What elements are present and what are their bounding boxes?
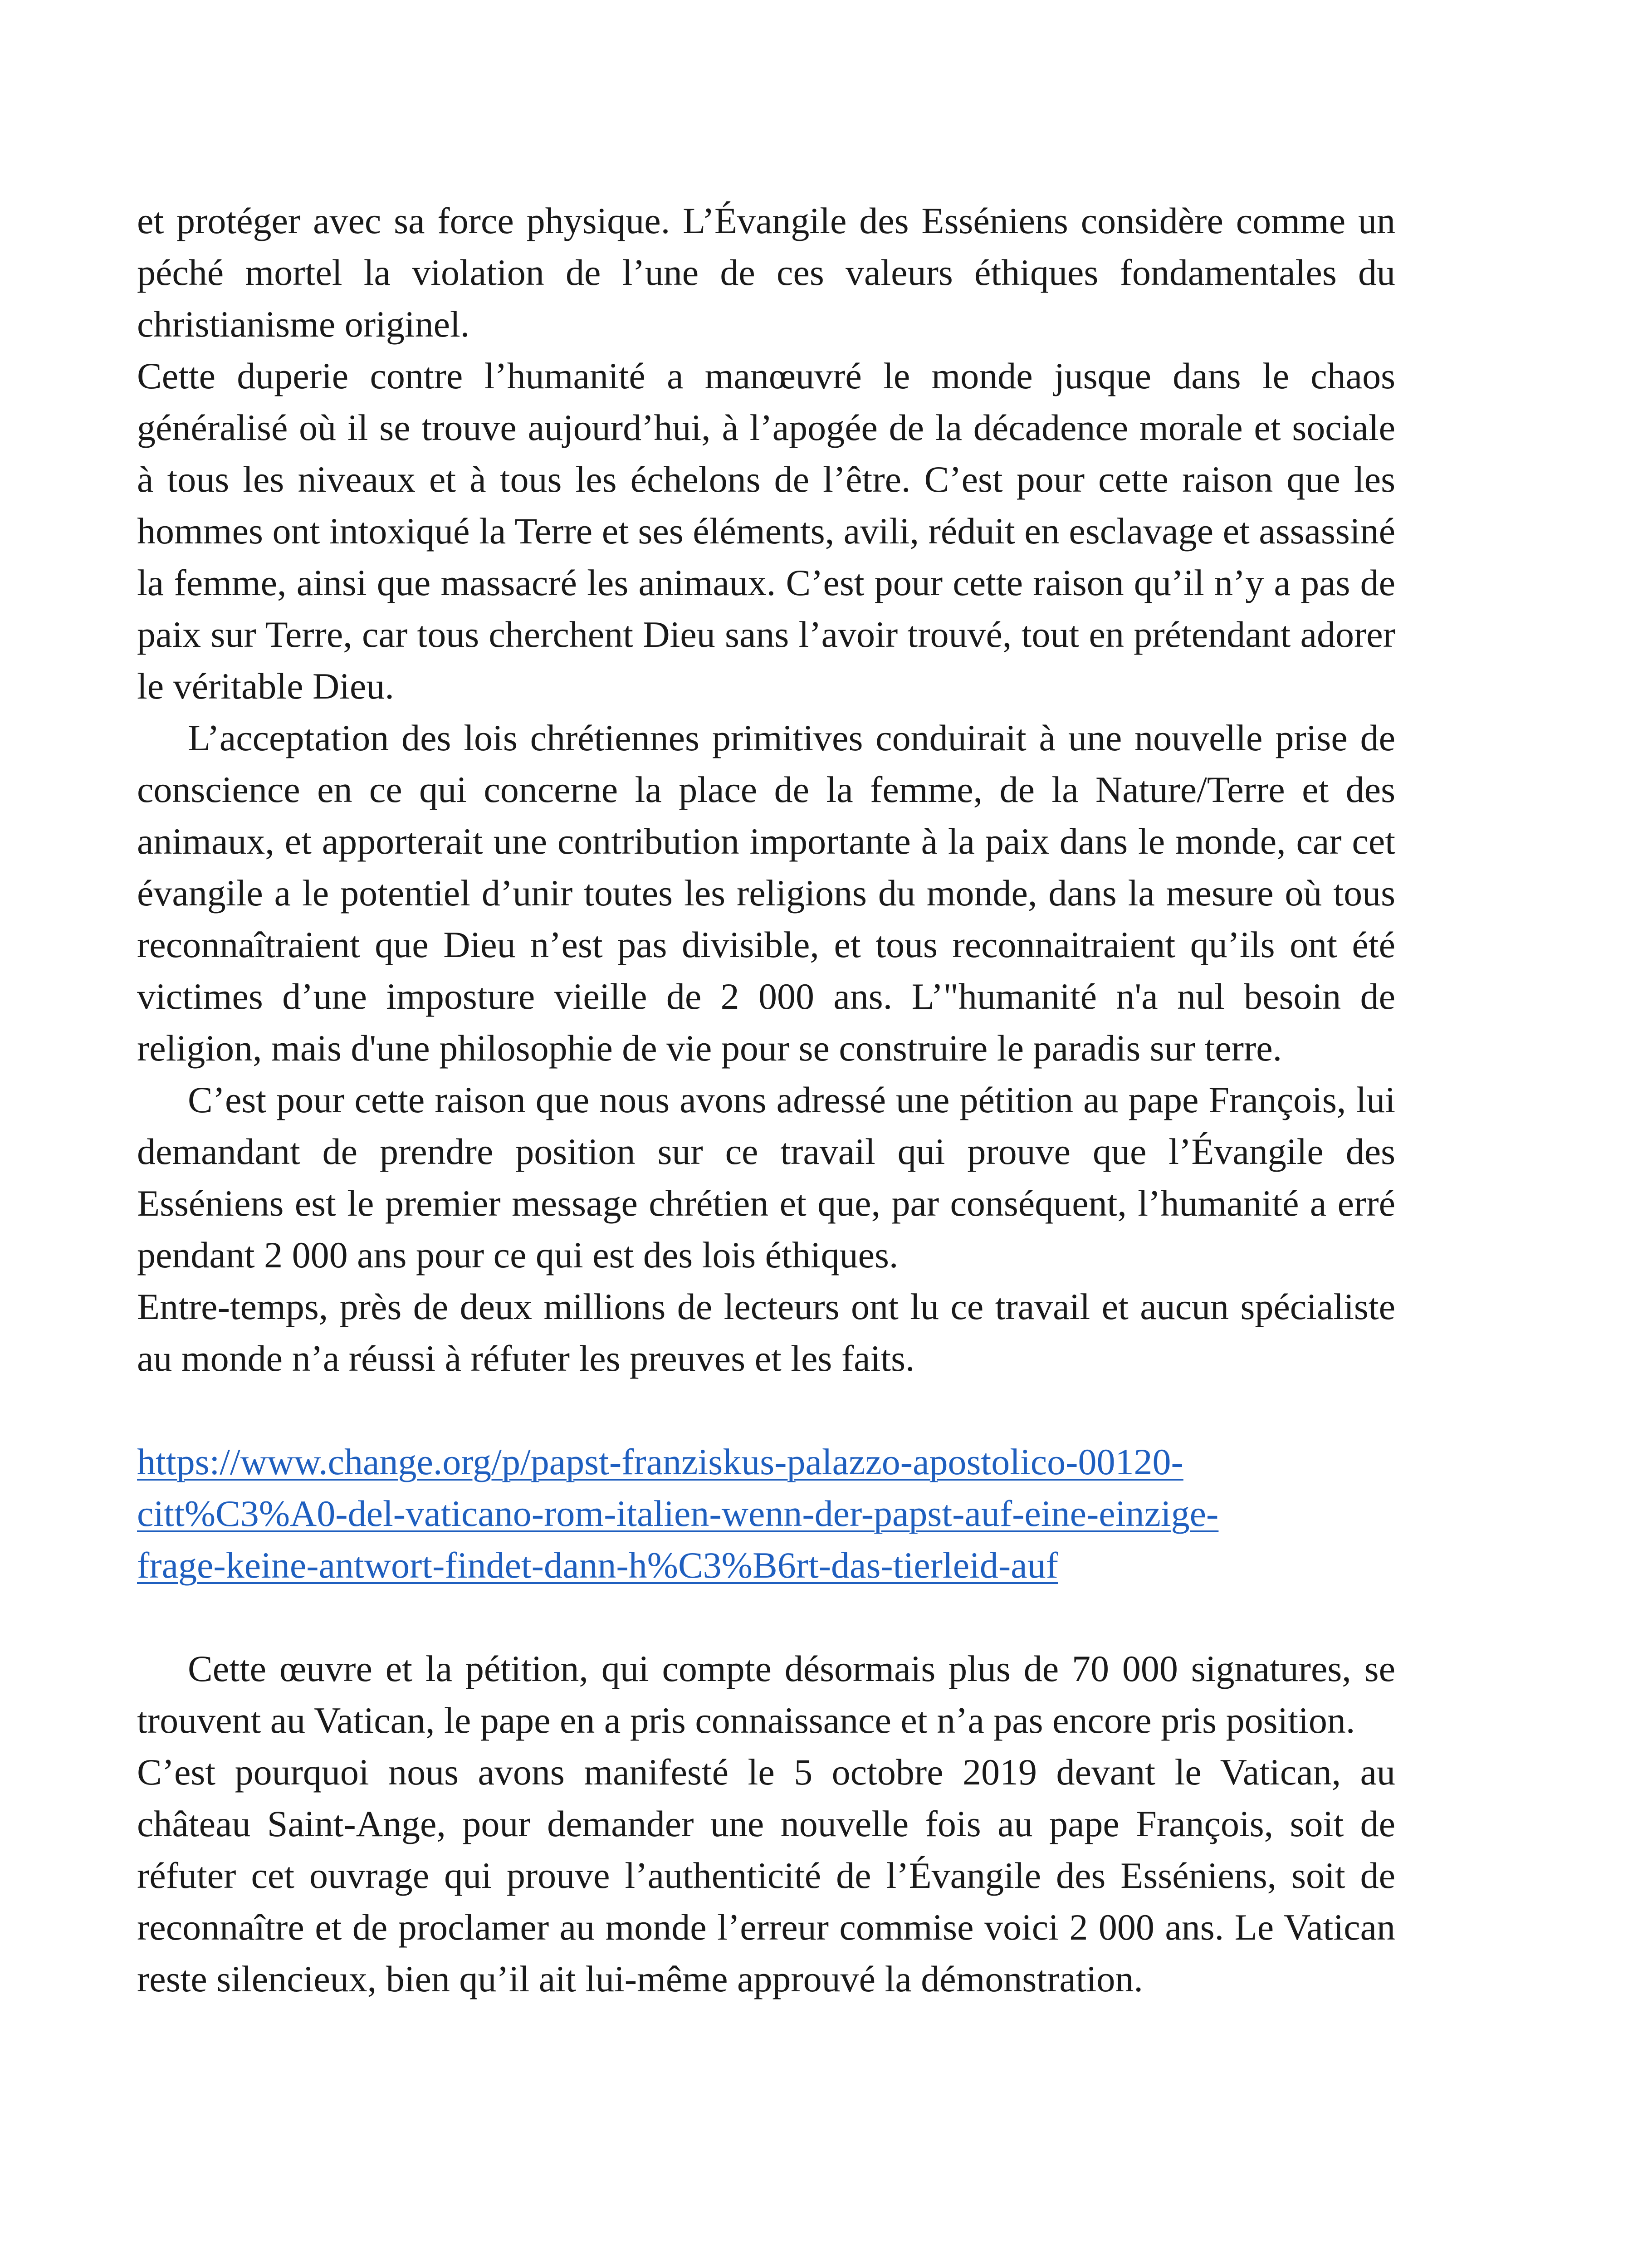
body-text	[137, 195, 1395, 2005]
paragraph-5: Entre-temps, près de deux millions de lecteurs ont lu ce travail et aucun spécialiste au monde n’a réussi à réfuter les preuves et les faits.	[137, 1286, 1395, 1379]
petition-link[interactable]	[137, 1436, 1395, 1591]
paragraph-1: et protéger avec sa force physique. L’Évangile des Esséniens considère comme un péché mortel la violation de l’une de ces valeurs éthiques fondamentales du christianisme originel.	[137, 200, 1395, 345]
paragraph-7: C’est pourquoi nous avons manifesté le 5 octobre 2019 devant le Vatican, au château Saint-Ange, pour demander une nouvelle fois au pape François, soit de réfuter cet ouvrage qui prouve l’authenticité de l’Évangile des Esséniens, soit de reconnaître et de proclamer au monde l’erreur commise voici 2 000 ans. Le Vatican reste silencieux, bien qu’il ait lui-même approuvé la démonstration.	[137, 1751, 1395, 1999]
petition-link-line-3[interactable]: frage-keine-antwort-findet-dann-h%C3%B6rt-das-tierleid-auf	[137, 1545, 1058, 1586]
paragraph-6: Cette œuvre et la pétition, qui compte désormais plus de 70 000 signatures, se trouvent au Vatican, le pape en a pris connaissance et n’a pas encore pris position.	[137, 1648, 1395, 1741]
paragraph-3: L’acceptation des lois chrétiennes primitives conduirait à une nouvelle prise de conscience en ce qui concerne la place de la femme, de la Nature/Terre et des animaux, et apporterait une contribution importante à la paix dans le monde, car cet évangile a le potentiel d’unir toutes les religions du monde, dans la mesure où tous reconnaîtraient que Dieu n’est pas divisible, et tous reconnaitraient qu’ils ont été victimes d’une imposture vieille de 2 000 ans. L’"humanité n'a nul besoin de religion, mais d'une philosophie de vie pour se construire le paradis sur terre.	[137, 717, 1395, 1069]
petition-link-line-1[interactable]: https://www.change.org/p/papst-franziskus-palazzo-apostolico-00120-	[137, 1441, 1183, 1482]
petition-link-line-2[interactable]: citt%C3%A0-del-vaticano-rom-italien-wenn-der-papst-auf-eine-einzige-	[137, 1493, 1219, 1534]
paragraph-4: C’est pour cette raison que nous avons adressé une pétition au pape François, lui demandant de prendre position sur ce travail qui prouve que l’Évangile des Esséniens est le premier message chrétien et que, par conséquent, l’humanité a erré pendant 2 000 ans pour ce qui est des lois éthiques.	[137, 1079, 1395, 1276]
paragraph-2: Cette duperie contre l’humanité a manœuvré le monde jusque dans le chaos généralisé où il se trouve aujourd’hui, à l’apogée de la décadence morale et sociale à tous les niveaux et à tous les échelons de l’être. C’est pour cette raison que les hommes ont intoxiqué la Terre et ses éléments, avili, réduit en esclavage et assassiné la femme, ainsi que massacré les animaux. C’est pour cette raison qu’il n’y a pas de paix sur Terre, car tous cherchent Dieu sans l’avoir trouvé, tout en prétendant adorer le véritable Dieu.	[137, 355, 1395, 707]
